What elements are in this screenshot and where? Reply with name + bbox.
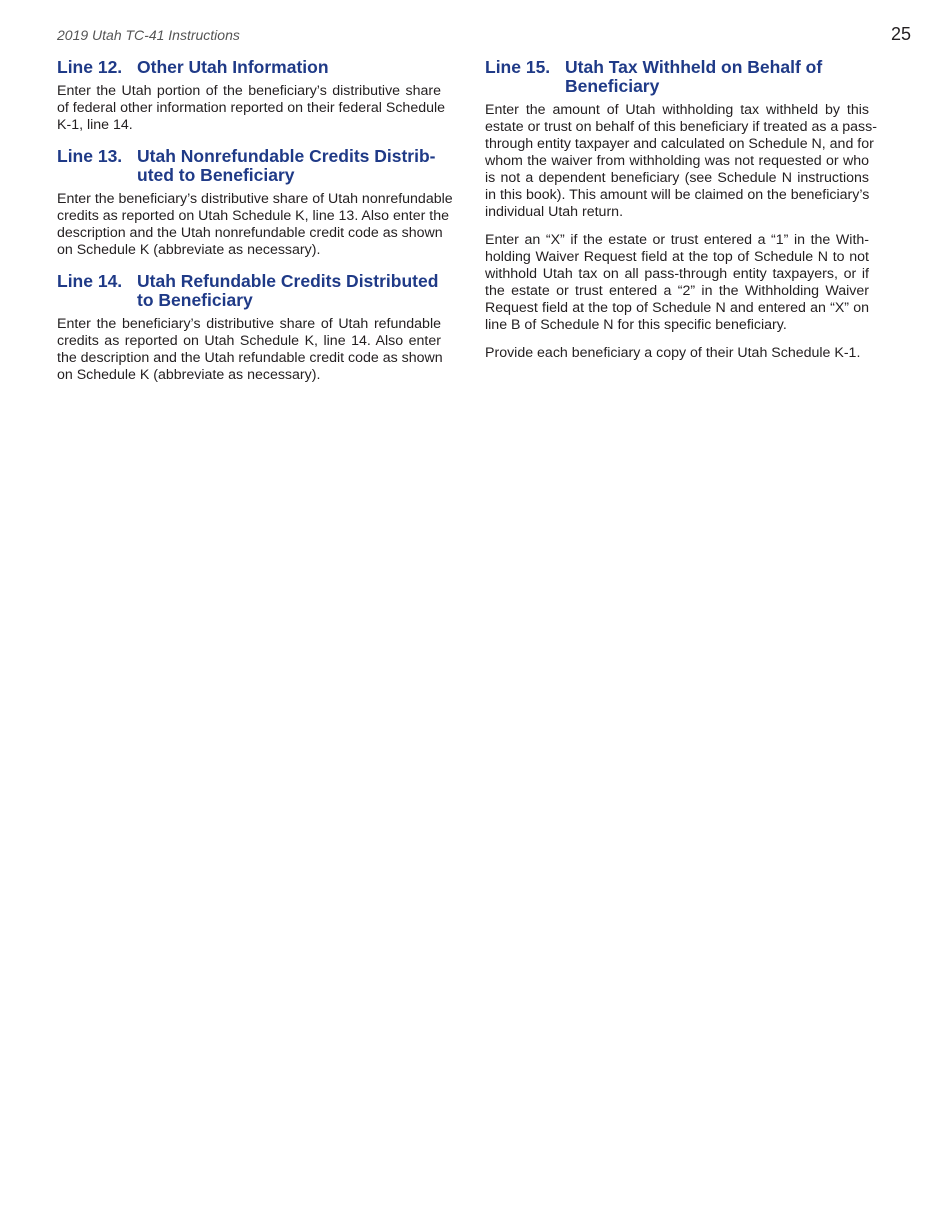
text-line: is not a dependent beneficiary (see Schedule N instructions (485, 170, 869, 186)
text-line: whom the waiver from withholding was not requested or who (485, 153, 869, 169)
text-line: Enter the beneficiary’s distributive share of Utah refundable (57, 316, 441, 332)
section (57, 57, 446, 134)
section (485, 57, 877, 362)
paragraph (57, 83, 446, 134)
text-line: description and the Utah nonrefundable credit code as shown (57, 225, 443, 241)
text-line: credits as reported on Utah Schedule K, line 13. Also enter the (57, 208, 449, 224)
heading-title-line: Beneficiary (565, 76, 660, 96)
text-line: Enter an “X” if the estate or trust entered a “1” in the With- (485, 232, 869, 248)
text-line: Provide each beneficiary a copy of their Utah Schedule K-1. (485, 345, 861, 361)
heading-number: Line 13. (57, 146, 123, 166)
heading-title (565, 58, 869, 96)
text-line: holding Waiver Request field at the top of Schedule N to not (485, 249, 869, 265)
paragraph (485, 232, 869, 334)
heading-title: Other Utah Information (137, 57, 329, 77)
text-line: Enter the Utah portion of the beneficiary’s distributive share (57, 83, 441, 99)
text-line: Enter the amount of Utah withholding tax withheld by this (485, 102, 869, 118)
heading-number: Line 15. (485, 57, 551, 77)
paragraph (57, 191, 453, 259)
section-heading (57, 58, 441, 77)
paragraph (485, 345, 869, 362)
section (57, 272, 441, 384)
section-heading (485, 58, 869, 96)
text-line: line B of Schedule N for this specific beneficiary. (485, 317, 787, 333)
text-line: on Schedule K (abbreviate as necessary). (57, 242, 321, 258)
paragraph (485, 102, 877, 221)
text-line: estate or trust on behalf of this beneficiary if treated as a pass- (485, 119, 877, 135)
section-heading (57, 147, 441, 185)
heading-title-line: Utah Nonrefundable Credits Distrib- (137, 146, 436, 166)
text-line: Enter the beneficiary’s distributive share of Utah nonrefundable (57, 191, 453, 207)
heading-title (137, 147, 441, 185)
text-line: through entity taxpayer and calculated on Schedule N, and for (485, 136, 874, 152)
text-line: the description and the Utah refundable credit code as shown (57, 350, 443, 366)
text-line: the estate or trust entered a “2” in the Withholding Waiver (485, 283, 869, 299)
heading-number: Line 14. (57, 271, 123, 291)
heading-title-line: to Beneficiary (137, 290, 253, 310)
section-heading (57, 272, 441, 310)
text-line: Request field at the top of Schedule N and entered an “X” on (485, 300, 869, 316)
left-column (57, 57, 453, 397)
text-line: of federal other information reported on their federal Schedule (57, 100, 446, 116)
text-line: K-1, line 14. (57, 117, 133, 133)
heading-title-line: uted to Beneficiary (137, 165, 295, 185)
heading-title (137, 272, 441, 310)
heading-number: Line 12. (57, 57, 123, 77)
paragraph (57, 316, 441, 384)
heading-title-line: Utah Refundable Credits Distributed (137, 271, 439, 291)
right-column (485, 57, 877, 375)
text-line: credits as reported on Utah Schedule K, line 14. Also enter (57, 333, 441, 349)
heading-title-line: Utah Tax Withheld on Behalf of (565, 57, 823, 77)
running-head: 2019 Utah TC-41 Instructions (57, 27, 240, 43)
text-line: on Schedule K (abbreviate as necessary). (57, 367, 321, 383)
section (57, 146, 453, 259)
page-number: 25 (891, 24, 912, 44)
text-line: withhold Utah tax on all pass-through entity taxpayers, or if (485, 266, 869, 282)
text-line: individual Utah return. (485, 204, 624, 220)
text-line: in this book). This amount will be claimed on the beneficiary’s (485, 187, 870, 203)
